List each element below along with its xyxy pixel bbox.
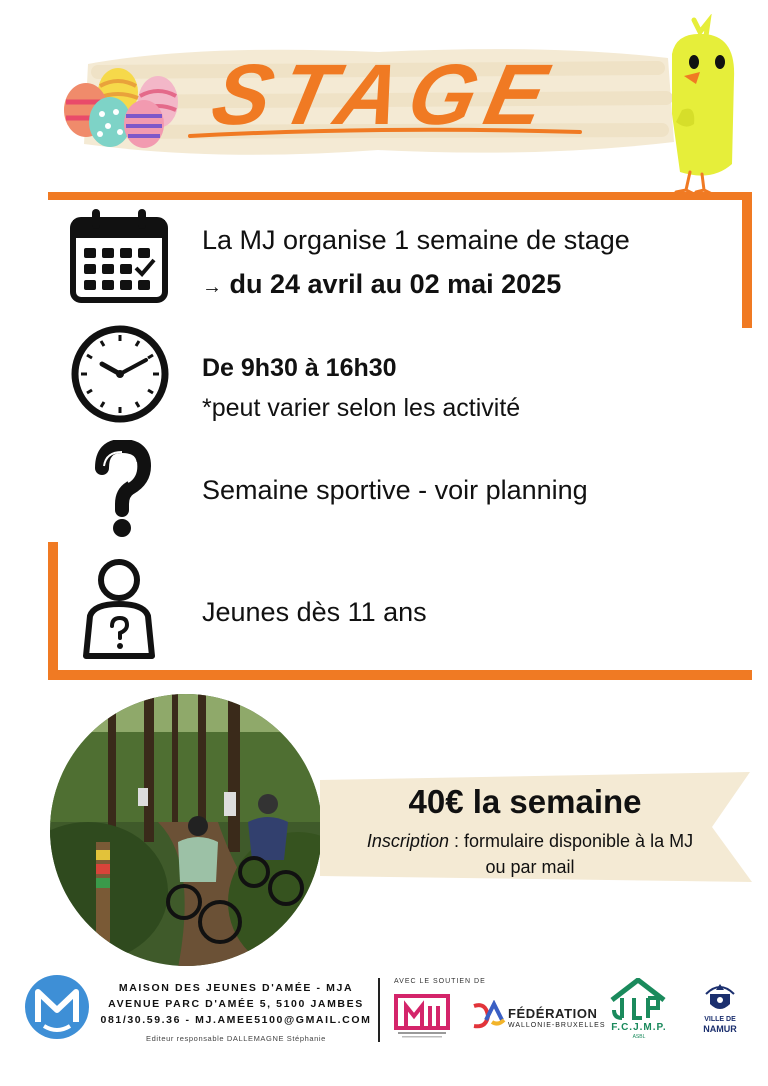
namur-line2: NAMUR xyxy=(703,1024,737,1034)
stage-dates-line xyxy=(202,266,561,305)
person-question-icon xyxy=(80,556,158,662)
stage-title-art xyxy=(150,40,610,158)
bike-trail-photo xyxy=(48,692,324,968)
inscription-label: Inscription xyxy=(366,831,449,851)
org-address-block xyxy=(96,980,376,1028)
chick-icon xyxy=(632,14,742,194)
org-name: MAISON DES JEUNES D'AMÉE - MJA xyxy=(118,982,354,994)
fwb-logo-icon xyxy=(472,1000,506,1032)
arrow-glyph: → xyxy=(202,276,222,298)
schedule-note: *peut varier selon les activité xyxy=(202,394,521,422)
fwb-subname: WALLONIE-BRUXELLES xyxy=(508,1022,606,1029)
namur-line1: VILLE DE xyxy=(704,1016,736,1023)
question-mark-icon xyxy=(88,440,154,540)
audience-text: Jeunes dès 11 ans xyxy=(202,597,427,627)
calendar-icon xyxy=(70,206,168,304)
price-amount: 40€ la semaine xyxy=(408,783,642,820)
inscription-text-2: ou par mail xyxy=(485,857,575,877)
namur-name xyxy=(696,1016,744,1035)
page-title: STAGE xyxy=(204,46,565,143)
mj-federation-logo-icon xyxy=(394,992,450,1038)
week-theme: Semaine sportive - voir planning xyxy=(202,475,588,505)
frame-bottom-left-border xyxy=(48,542,58,680)
support-label: AVEC LE SOUTIEN DE xyxy=(394,978,486,985)
inscription-info xyxy=(330,828,730,880)
fcjmp-name: F.C.J.M.P. xyxy=(611,1022,667,1033)
stage-dates: du 24 avril au 02 mai 2025 xyxy=(229,269,562,299)
editor-responsible: Editeur responsable DALLEMAGNE Stéphanie xyxy=(146,1034,326,1043)
fcjmp-asbl: ASBL xyxy=(632,1034,646,1040)
inscription-text: : formulaire disponible à la MJ xyxy=(448,831,694,851)
footer-separator xyxy=(378,978,380,1042)
namur-coat-of-arms-icon xyxy=(700,980,740,1016)
frame-top-right-border xyxy=(742,192,752,328)
stage-intro-text: La MJ organise 1 semaine de stage xyxy=(202,225,630,255)
mja-logo-icon xyxy=(24,974,90,1040)
fcjmp-logo-icon xyxy=(608,978,668,1022)
frame-bottom-border xyxy=(48,670,752,680)
frame-top-border xyxy=(48,192,752,200)
clock-icon xyxy=(70,324,170,424)
schedule-hours: De 9h30 à 16h30 xyxy=(202,354,397,382)
org-contact: 081/30.59.36 - MJ.AMEE5100@GMAIL.COM xyxy=(100,1014,372,1026)
org-address: AVENUE PARC D'AMÉE 5, 5100 JAMBES xyxy=(108,998,364,1010)
fwb-name: FÉDÉRATION xyxy=(508,1006,598,1021)
